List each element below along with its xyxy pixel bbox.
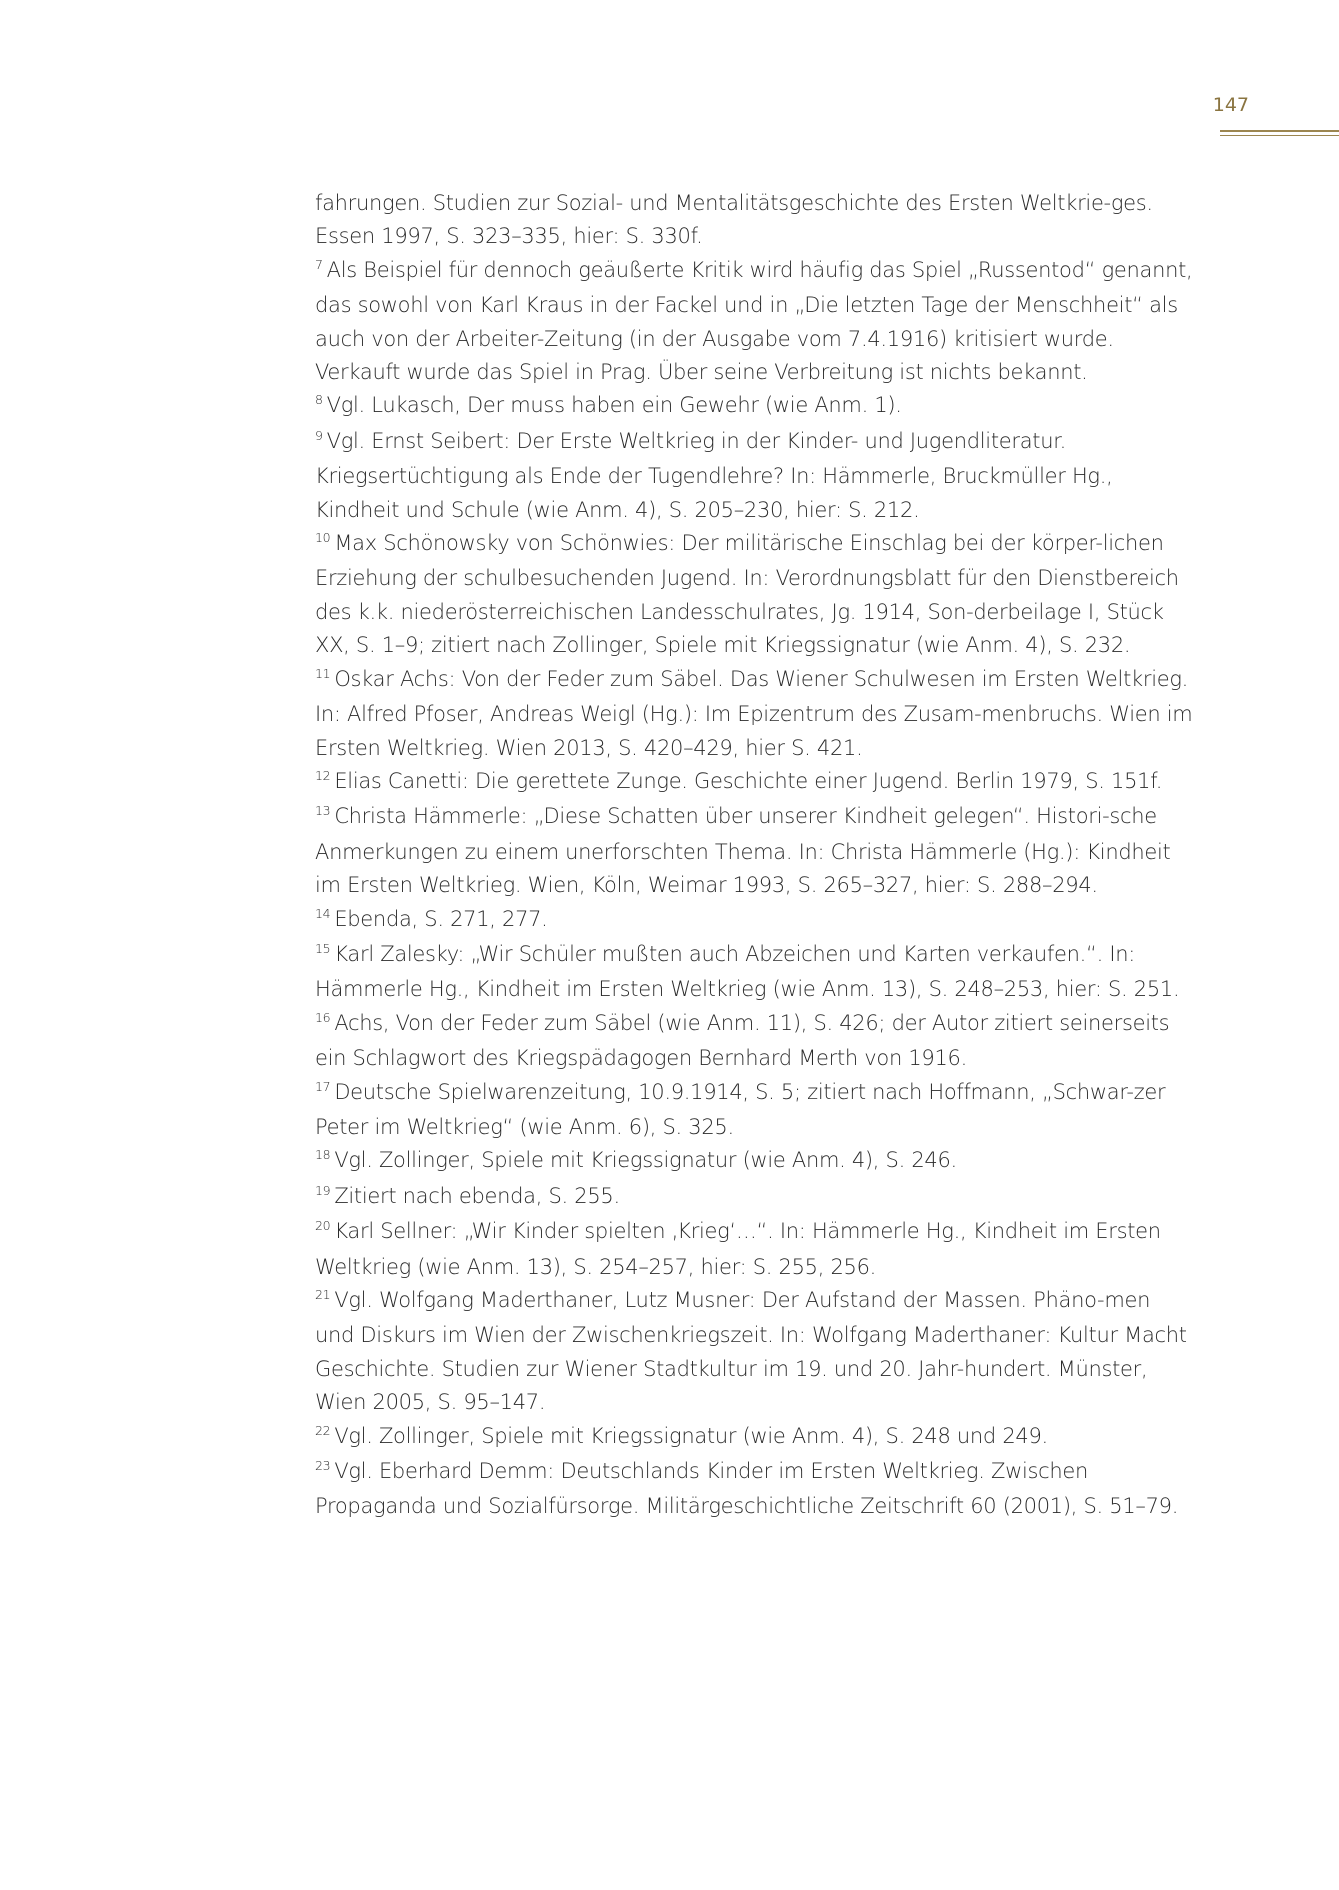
footnote-text: Zitiert nach ebenda, S. 255. <box>334 1183 620 1208</box>
page-number: 147 <box>1212 94 1249 116</box>
footnote-number: 17 <box>315 1078 331 1094</box>
footnote-13 <box>315 800 1195 902</box>
footnote-23 <box>315 1455 1195 1524</box>
page-number-rule <box>1220 130 1339 132</box>
footnote-number: 15 <box>315 940 331 956</box>
footnote-number: 22 <box>315 1422 331 1438</box>
page-number-rule-secondary <box>1220 135 1339 136</box>
footnote-text: Karl Sellner: „Wir Kinder spielten ‚Krieg‘…“. In: Hämmerle Hg., Kindheit im Ersten Weltkrieg (wie Anm. 13), S. 254–257, hier: S. 255, 256. <box>315 1219 1161 1279</box>
footnote-15 <box>315 938 1195 1007</box>
footnote-22 <box>315 1420 1195 1455</box>
footnote-18 <box>315 1144 1195 1179</box>
footnote-text: Vgl. Ernst Seibert: Der Erste Weltkrieg in der Kinder- und Jugendliteratur. Kriegsertüchtigung als Ende der Tugendlehre? In: Hämmerle, Bruckmüller Hg., Kindheit und Schule (wie Anm. 4), S. 205–230, hier: S. 212. <box>315 428 1113 522</box>
footnote-16 <box>315 1007 1195 1076</box>
footnote-text: Elias Canetti: Die gerettete Zunge. Geschichte einer Jugend. Berlin 1979, S. 151f. <box>334 768 1163 793</box>
footnote-text: Vgl. Lukasch, Der muss haben ein Gewehr (wie Anm. 1). <box>326 393 902 418</box>
footnote-number: 13 <box>315 803 331 819</box>
footnote-text: Vgl. Wolfgang Maderthaner, Lutz Musner: Der Aufstand der Massen. Phäno-men und Diskurs im Wien der Zwischenkriegszeit. In: Wolfgang Maderthaner: Kultur Macht Geschichte. Studien zur Wiener Stadtkultur im 19. und 20. Jahr-hundert. Münster, Wien 2005, S. 95–147. <box>315 1288 1187 1415</box>
footnote-9 <box>315 425 1195 527</box>
footnote-8 <box>315 389 1195 424</box>
footnote-number: 18 <box>315 1147 331 1163</box>
footnote-number: 11 <box>315 665 331 681</box>
footnote-10 <box>315 527 1195 663</box>
footnote-text: Als Beispiel für dennoch geäußerte Kritik wird häufig das Spiel „Russentod“ genannt, das sowohl von Karl Kraus in der Fackel und in „Die letzten Tage der Menschheit“ als auch von der Arbeiter-Zeitung (in der Ausgabe vom 7.4.1916) kritisiert wurde. Verkauft wurde das Spiel in Prag. Über seine Verbreitung ist nichts bekannt. <box>315 257 1193 385</box>
footnote-number: 12 <box>315 767 331 783</box>
footnote-number: 16 <box>315 1009 331 1025</box>
footnote-text: Vgl. Eberhard Demm: Deutschlands Kinder im Ersten Weltkrieg. Zwischen Propaganda und Sozialfürsorge. Militärgeschichtliche Zeitschrift 60 (2001), S. 51–79. <box>315 1459 1179 1519</box>
footnote-21 <box>315 1284 1195 1420</box>
footnote-number: 23 <box>315 1458 331 1474</box>
footnote-text: Christa Hämmerle: „Diese Schatten über unserer Kindheit gelegen“. Histori-sche Anmerkungen zu einem unerforschten Thema. In: Christa Hämmerle (Hg.): Kindheit im Ersten Weltkrieg. Wien, Köln, Weimar 1993, S. 265–327, hier: S. 288–294. <box>315 804 1171 898</box>
footnote-number: 10 <box>315 530 331 546</box>
footnote-14 <box>315 903 1195 938</box>
footnote-number: 9 <box>315 427 323 443</box>
footnote-20 <box>315 1215 1195 1284</box>
footnote-12 <box>315 765 1195 800</box>
footnote-continuation <box>315 187 1195 254</box>
footnotes <box>315 187 1195 1524</box>
footnote-text: Deutsche Spielwarenzeitung, 10.9.1914, S. 5; zitiert nach Hoffmann, „Schwar-zer Peter im Weltkrieg“ (wie Anm. 6), S. 325. <box>315 1079 1166 1139</box>
footnote-number: 20 <box>315 1218 331 1234</box>
footnote-19 <box>315 1180 1195 1215</box>
footnote-text: Karl Zalesky: „Wir Schüler mußten auch Abzeichen und Karten verkaufen.“. In: Hämmerle Hg., Kindheit im Ersten Weltkrieg (wie Anm. 13), S. 248–253, hier: S. 251. <box>315 941 1180 1002</box>
footnote-number: 14 <box>315 905 331 921</box>
footnote-number: 19 <box>315 1182 331 1198</box>
footnote-text: Ebenda, S. 271, 277. <box>334 906 548 931</box>
footnote-text: Max Schönowsky von Schönwies: Der militärische Einschlag bei der körper-lichen Erziehung der schulbesuchenden Jugend. In: Verordnungsblatt für den Dienstbereich des k.k. niederösterreichischen Landesschulrates, Jg. 1914, Son-derbeilage I, Stück XX, S. 1–9; zitiert nach Zollinger, Spiele mit Kriegssignatur (wie Anm. 4), S. 232. <box>315 531 1179 658</box>
footnote-text: fahrungen. Studien zur Sozial- und Mentalitätsgeschichte des Ersten Weltkrie-ges. Essen 1997, S. 323–335, hier: S. 330f. <box>315 191 1153 249</box>
footnote-11 <box>315 663 1195 765</box>
footnote-number: 8 <box>315 392 323 408</box>
footnote-text: Achs, Von der Feder zum Säbel (wie Anm. 11), S. 426; der Autor zitiert seinerseits ein Schlagwort des Kriegspädagogen Bernhard Merth von 1916. <box>315 1010 1170 1071</box>
footnote-text: Oskar Achs: Von der Feder zum Säbel. Das Wiener Schulwesen im Ersten Weltkrieg. In: Alfred Pfoser, Andreas Weigl (Hg.): Im Epizentrum des Zusam-menbruchs. Wien im Ersten Weltkrieg. Wien 2013, S. 420–429, hier S. 421. <box>315 666 1193 760</box>
footnote-7 <box>315 254 1195 390</box>
footnote-17 <box>315 1076 1195 1145</box>
footnote-number: 7 <box>315 256 323 272</box>
footnote-number: 21 <box>315 1287 331 1302</box>
footnote-text: Vgl. Zollinger, Spiele mit Kriegssignatur (wie Anm. 4), S. 246. <box>334 1148 957 1173</box>
footnote-text: Vgl. Zollinger, Spiele mit Kriegssignatur (wie Anm. 4), S. 248 und 249. <box>334 1423 1048 1448</box>
